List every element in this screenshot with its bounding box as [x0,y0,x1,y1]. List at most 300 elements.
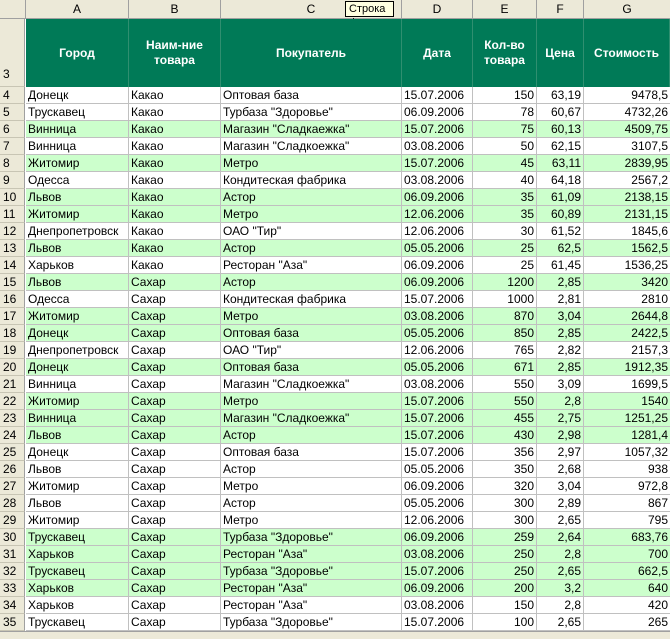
cell-quantity[interactable]: 356 [473,444,537,461]
cell-product[interactable]: Сахар [129,444,221,461]
row-header[interactable]: 24 [0,427,25,444]
cell-cost[interactable]: 867 [584,495,670,512]
table-row [0,104,670,121]
cell-date[interactable]: 03.08.2006 [402,172,473,189]
cell-price[interactable]: 2,64 [537,529,584,546]
table-row [0,478,670,495]
cell-price[interactable]: 2,81 [537,291,584,308]
row-header[interactable]: 11 [0,206,25,223]
select-all-corner[interactable] [0,0,26,18]
cell-city[interactable]: Днепропетровск [26,223,129,240]
table-row [0,461,670,478]
cell-product[interactable]: Сахар [129,597,221,614]
cell-date[interactable]: 15.07.2006 [402,155,473,172]
cell-date[interactable]: 15.07.2006 [402,291,473,308]
cell-cost[interactable]: 1845,6 [584,223,670,240]
cell-quantity[interactable]: 850 [473,325,537,342]
cell-quantity[interactable]: 250 [473,546,537,563]
cell-quantity[interactable]: 30 [473,223,537,240]
cell-cost[interactable]: 1540 [584,393,670,410]
cell-date[interactable]: 05.05.2006 [402,325,473,342]
cell-buyer[interactable]: Кондитеская фабрика [221,172,402,189]
row-header[interactable]: 14 [0,257,25,274]
table-row [0,257,670,274]
cell-product[interactable]: Какао [129,206,221,223]
column-header-bar [0,0,670,19]
cell-date[interactable]: 06.09.2006 [402,189,473,206]
cell-cost[interactable]: 3107,5 [584,138,670,155]
cell-city[interactable]: Львов [26,274,129,291]
header-date[interactable]: Дата [402,19,473,87]
header-product[interactable]: Наим-ние товара [129,19,221,87]
row-header[interactable]: 6 [0,121,25,138]
cell-price[interactable]: 3,04 [537,478,584,495]
cell-product[interactable]: Сахар [129,410,221,427]
row-header[interactable]: 17 [0,308,25,325]
cell-cost[interactable]: 2157,3 [584,342,670,359]
cell-quantity[interactable]: 250 [473,563,537,580]
cell-buyer[interactable]: ОАО "Тир" [221,223,402,240]
cell-city[interactable]: Трускавец [26,614,129,631]
cell-date[interactable]: 06.09.2006 [402,478,473,495]
cell-quantity[interactable]: 350 [473,461,537,478]
cell-product[interactable]: Сахар [129,427,221,444]
cell-date[interactable]: 03.08.2006 [402,308,473,325]
cell-city[interactable]: Винница [26,410,129,427]
row-header[interactable]: 7 [0,138,25,155]
cell-buyer[interactable]: Астор [221,427,402,444]
row-header[interactable]: 23 [0,410,25,427]
cell-buyer[interactable]: Метро [221,512,402,529]
cell-city[interactable]: Донецк [26,359,129,376]
table-row [0,325,670,342]
cell-buyer[interactable]: Оптовая база [221,87,402,104]
table-header-row [0,19,670,87]
row-header[interactable]: 10 [0,189,25,206]
cell-date[interactable]: 15.07.2006 [402,410,473,427]
row-header[interactable]: 30 [0,529,25,546]
table-row [0,410,670,427]
cell-quantity[interactable]: 100 [473,614,537,631]
cell-price[interactable]: 2,85 [537,359,584,376]
row-header[interactable]: 4 [0,87,25,104]
cell-buyer[interactable]: Астор [221,274,402,291]
cell-city[interactable]: Житомир [26,478,129,495]
cell-cost[interactable]: 1912,35 [584,359,670,376]
row-header[interactable]: 16 [0,291,25,308]
cell-quantity[interactable]: 320 [473,478,537,495]
cell-price[interactable]: 3,2 [537,580,584,597]
cell-product[interactable]: Сахар [129,342,221,359]
cell-product[interactable]: Какао [129,189,221,206]
cell-price[interactable]: 61,09 [537,189,584,206]
cell-buyer[interactable]: Ресторан "Аза" [221,580,402,597]
cell-buyer[interactable]: Турбаза "Здоровье" [221,563,402,580]
cell-quantity[interactable]: 40 [473,172,537,189]
cell-product[interactable]: Сахар [129,478,221,495]
table-row [0,308,670,325]
header-buyer[interactable]: Покупатель [221,19,402,87]
cell-city[interactable]: Трускавец [26,529,129,546]
header-city[interactable]: Город [26,19,129,87]
cell-date[interactable]: 12.06.2006 [402,206,473,223]
cell-city[interactable]: Харьков [26,257,129,274]
cell-quantity[interactable]: 45 [473,155,537,172]
cell-city[interactable]: Одесса [26,291,129,308]
cell-cost[interactable]: 2644,8 [584,308,670,325]
cell-date[interactable]: 15.07.2006 [402,427,473,444]
table-row [0,138,670,155]
cell-buyer[interactable]: Метро [221,308,402,325]
cell-buyer[interactable]: Метро [221,393,402,410]
cell-quantity[interactable]: 25 [473,257,537,274]
cell-quantity[interactable]: 1000 [473,291,537,308]
cell-cost[interactable]: 2567,2 [584,172,670,189]
formula-bar-tooltip: Строка [345,1,394,17]
row-header[interactable]: 12 [0,223,25,240]
cell-date[interactable]: 06.09.2006 [402,529,473,546]
cell-price[interactable]: 62,15 [537,138,584,155]
row-header[interactable]: 31 [0,546,25,563]
cell-buyer[interactable]: Ресторан "Аза" [221,546,402,563]
cell-city[interactable]: Донецк [26,87,129,104]
table-row [0,376,670,393]
cell-price[interactable]: 3,04 [537,308,584,325]
cell-city[interactable]: Харьков [26,546,129,563]
table-row [0,274,670,291]
cell-cost[interactable]: 4509,75 [584,121,670,138]
cell-buyer[interactable]: ОАО "Тир" [221,342,402,359]
cell-quantity[interactable]: 455 [473,410,537,427]
column-header-a[interactable]: A [26,0,129,18]
cell-product[interactable]: Сахар [129,359,221,376]
cell-buyer[interactable]: Метро [221,206,402,223]
cell-price[interactable]: 64,18 [537,172,584,189]
cell-buyer[interactable]: Кондитеская фабрика [221,291,402,308]
cell-cost[interactable]: 2839,95 [584,155,670,172]
cell-cost[interactable]: 662,5 [584,563,670,580]
table-row [0,427,670,444]
table-row [0,614,670,631]
cell-price[interactable]: 2,8 [537,393,584,410]
table-row [0,240,670,257]
row-header[interactable]: 25 [0,444,25,461]
cell-cost[interactable]: 972,8 [584,478,670,495]
cell-cost[interactable]: 2422,5 [584,325,670,342]
cell-buyer[interactable]: Ресторан "Аза" [221,597,402,614]
cell-quantity[interactable]: 200 [473,580,537,597]
row-header[interactable]: 34 [0,597,25,614]
cell-date[interactable]: 15.07.2006 [402,87,473,104]
cell-price[interactable]: 2,8 [537,546,584,563]
cell-product[interactable]: Какао [129,223,221,240]
cell-buyer[interactable]: Астор [221,189,402,206]
table-row [0,580,670,597]
cell-product[interactable]: Сахар [129,325,221,342]
cell-product[interactable]: Какао [129,257,221,274]
row-header[interactable]: 5 [0,104,25,121]
row-header[interactable]: 15 [0,274,25,291]
cell-quantity[interactable]: 300 [473,495,537,512]
cell-date[interactable]: 06.09.2006 [402,274,473,291]
column-header-g[interactable]: G [584,0,670,18]
cell-cost[interactable]: 9478,5 [584,87,670,104]
cell-price[interactable]: 2,85 [537,325,584,342]
cell-buyer[interactable]: Магазин "Сладкаежка" [221,121,402,138]
cell-price[interactable]: 2,8 [537,597,584,614]
row-header[interactable]: 20 [0,359,25,376]
cell-buyer[interactable]: Магазин "Сладкоежка" [221,138,402,155]
row-header[interactable]: 22 [0,393,25,410]
cell-cost[interactable]: 265 [584,614,670,631]
header-cost[interactable]: Стоимость [584,19,670,87]
cell-product[interactable]: Какао [129,155,221,172]
cell-quantity[interactable]: 550 [473,376,537,393]
row-header[interactable]: 33 [0,580,25,597]
cell-city[interactable]: Днепропетровск [26,342,129,359]
cell-quantity[interactable]: 150 [473,597,537,614]
cell-quantity[interactable]: 35 [473,189,537,206]
cell-cost[interactable]: 2810 [584,291,670,308]
table-row [0,563,670,580]
cell-buyer[interactable]: Астор [221,495,402,512]
cell-quantity[interactable]: 550 [473,393,537,410]
cell-cost[interactable]: 3420 [584,274,670,291]
cell-date[interactable]: 06.09.2006 [402,257,473,274]
cell-city[interactable]: Львов [26,495,129,512]
cell-cost[interactable]: 938 [584,461,670,478]
cell-price[interactable]: 2,65 [537,512,584,529]
cell-price[interactable]: 61,45 [537,257,584,274]
cell-cost[interactable]: 1699,5 [584,376,670,393]
cell-city[interactable]: Винница [26,121,129,138]
cell-cost[interactable]: 420 [584,597,670,614]
cell-product[interactable]: Какао [129,172,221,189]
cell-date[interactable]: 03.08.2006 [402,546,473,563]
cell-cost[interactable]: 1057,32 [584,444,670,461]
cell-date[interactable]: 05.05.2006 [402,359,473,376]
table-row [0,512,670,529]
header-price[interactable]: Цена [537,19,584,87]
cell-city[interactable]: Трускавец [26,104,129,121]
cell-price[interactable]: 60,67 [537,104,584,121]
row-header[interactable]: 26 [0,461,25,478]
column-header-d[interactable]: D [402,0,473,18]
cell-cost[interactable]: 1281,4 [584,427,670,444]
cell-date[interactable]: 03.08.2006 [402,376,473,393]
cell-quantity[interactable]: 78 [473,104,537,121]
cell-date[interactable]: 15.07.2006 [402,563,473,580]
table-row [0,223,670,240]
cell-city[interactable]: Львов [26,427,129,444]
cell-quantity[interactable]: 430 [473,427,537,444]
cell-price[interactable]: 2,65 [537,614,584,631]
cell-date[interactable]: 12.06.2006 [402,223,473,240]
cell-buyer[interactable]: Метро [221,478,402,495]
column-header-f[interactable]: F [537,0,584,18]
table-row [0,597,670,614]
cell-product[interactable]: Какао [129,104,221,121]
row-header[interactable]: 8 [0,155,25,172]
cell-city[interactable]: Харьков [26,580,129,597]
cell-quantity[interactable]: 35 [473,206,537,223]
cell-city[interactable]: Винница [26,138,129,155]
cell-cost[interactable]: 2138,15 [584,189,670,206]
cell-date[interactable]: 03.08.2006 [402,597,473,614]
cell-cost[interactable]: 683,76 [584,529,670,546]
cell-quantity[interactable]: 300 [473,512,537,529]
cell-date[interactable]: 05.05.2006 [402,461,473,478]
cell-product[interactable]: Какао [129,87,221,104]
cell-buyer[interactable]: Оптовая база [221,444,402,461]
cell-quantity[interactable]: 870 [473,308,537,325]
cell-city[interactable]: Львов [26,240,129,257]
row-header[interactable]: 18 [0,325,25,342]
cell-price[interactable]: 2,68 [537,461,584,478]
cell-city[interactable]: Житомир [26,206,129,223]
cell-cost[interactable]: 2131,15 [584,206,670,223]
cell-buyer[interactable]: Магазин "Сладкоежка" [221,376,402,393]
cell-cost[interactable]: 1562,5 [584,240,670,257]
row-header[interactable]: 27 [0,478,25,495]
cell-date[interactable]: 15.07.2006 [402,614,473,631]
cell-city[interactable]: Трускавец [26,563,129,580]
cell-product[interactable]: Сахар [129,495,221,512]
row-header[interactable]: 28 [0,495,25,512]
cell-product[interactable]: Сахар [129,546,221,563]
row-header[interactable]: 19 [0,342,25,359]
cell-buyer[interactable]: Магазин "Сладкоежка" [221,410,402,427]
cell-product[interactable]: Сахар [129,614,221,631]
cell-product[interactable]: Какао [129,138,221,155]
cell-city[interactable]: Донецк [26,444,129,461]
cell-price[interactable]: 2,98 [537,427,584,444]
cell-cost[interactable]: 700 [584,546,670,563]
cell-date[interactable]: 05.05.2006 [402,240,473,257]
column-header-c[interactable]: C [221,0,402,18]
cell-quantity[interactable]: 1200 [473,274,537,291]
cell-quantity[interactable]: 75 [473,121,537,138]
cell-date[interactable]: 06.09.2006 [402,580,473,597]
cell-price[interactable]: 63,19 [537,87,584,104]
cell-price[interactable]: 60,89 [537,206,584,223]
cell-date[interactable]: 15.07.2006 [402,121,473,138]
cell-price[interactable]: 2,85 [537,274,584,291]
cell-buyer[interactable]: Оптовая база [221,325,402,342]
cell-price[interactable]: 60,13 [537,121,584,138]
cell-buyer[interactable]: Турбаза "Здоровье" [221,529,402,546]
cell-city[interactable]: Винница [26,376,129,393]
row-header[interactable]: 29 [0,512,25,529]
cell-product[interactable]: Сахар [129,291,221,308]
row-header[interactable]: 9 [0,172,25,189]
cell-date[interactable]: 12.06.2006 [402,512,473,529]
cell-quantity[interactable]: 150 [473,87,537,104]
table-row [0,291,670,308]
row-header[interactable]: 3 [0,19,25,87]
cell-buyer[interactable]: Ресторан "Аза" [221,257,402,274]
cell-quantity[interactable]: 25 [473,240,537,257]
cell-price[interactable]: 63,11 [537,155,584,172]
row-header[interactable]: 32 [0,563,25,580]
cell-product[interactable]: Сахар [129,376,221,393]
cell-price[interactable]: 3,09 [537,376,584,393]
cell-city[interactable]: Львов [26,461,129,478]
cell-date[interactable]: 15.07.2006 [402,444,473,461]
cell-city[interactable]: Житомир [26,308,129,325]
cell-buyer[interactable]: Метро [221,155,402,172]
cell-product[interactable]: Сахар [129,393,221,410]
cell-city[interactable]: Одесса [26,172,129,189]
cell-quantity[interactable]: 671 [473,359,537,376]
cell-product[interactable]: Сахар [129,308,221,325]
cell-date[interactable]: 12.06.2006 [402,342,473,359]
table-row [0,189,670,206]
cell-product[interactable]: Сахар [129,563,221,580]
cell-city[interactable]: Донецк [26,325,129,342]
cell-city[interactable]: Житомир [26,393,129,410]
cell-city[interactable]: Житомир [26,512,129,529]
cell-price[interactable]: 2,97 [537,444,584,461]
row-header[interactable]: 21 [0,376,25,393]
cell-city[interactable]: Харьков [26,597,129,614]
cell-quantity[interactable]: 50 [473,138,537,155]
cell-cost[interactable]: 795 [584,512,670,529]
cell-quantity[interactable]: 259 [473,529,537,546]
cell-price[interactable]: 2,65 [537,563,584,580]
cell-product[interactable]: Сахар [129,461,221,478]
cell-price[interactable]: 2,89 [537,495,584,512]
table-row [0,495,670,512]
cell-cost[interactable]: 1251,25 [584,410,670,427]
cell-quantity[interactable]: 765 [473,342,537,359]
row-header[interactable]: 35 [0,614,25,631]
cell-buyer[interactable]: Турбаза "Здоровье" [221,614,402,631]
cell-buyer[interactable]: Астор [221,461,402,478]
cell-date[interactable]: 05.05.2006 [402,495,473,512]
cell-price[interactable]: 2,82 [537,342,584,359]
cell-city[interactable]: Львов [26,189,129,206]
cell-product[interactable]: Какао [129,240,221,257]
row-header[interactable]: 13 [0,240,25,257]
table-row [0,444,670,461]
cell-city[interactable]: Житомир [26,155,129,172]
table-row [0,121,670,138]
cell-date[interactable]: 06.09.2006 [402,104,473,121]
table-row [0,172,670,189]
column-header-e[interactable]: E [473,0,537,18]
cell-date[interactable]: 15.07.2006 [402,393,473,410]
cell-buyer[interactable]: Астор [221,240,402,257]
cell-cost[interactable]: 640 [584,580,670,597]
cell-product[interactable]: Сахар [129,529,221,546]
cell-buyer[interactable]: Турбаза "Здоровье" [221,104,402,121]
cell-product[interactable]: Какао [129,121,221,138]
cell-cost[interactable]: 4732,26 [584,104,670,121]
cell-buyer[interactable]: Оптовая база [221,359,402,376]
cell-price[interactable]: 2,75 [537,410,584,427]
cell-cost[interactable]: 1536,25 [584,257,670,274]
header-quantity[interactable]: Кол-во товара [473,19,537,87]
cell-product[interactable]: Сахар [129,580,221,597]
table-row [0,155,670,172]
cell-price[interactable]: 61,52 [537,223,584,240]
cell-product[interactable]: Сахар [129,512,221,529]
column-header-b[interactable]: B [129,0,221,18]
cell-product[interactable]: Сахар [129,274,221,291]
cell-date[interactable]: 03.08.2006 [402,138,473,155]
cell-price[interactable]: 62,5 [537,240,584,257]
